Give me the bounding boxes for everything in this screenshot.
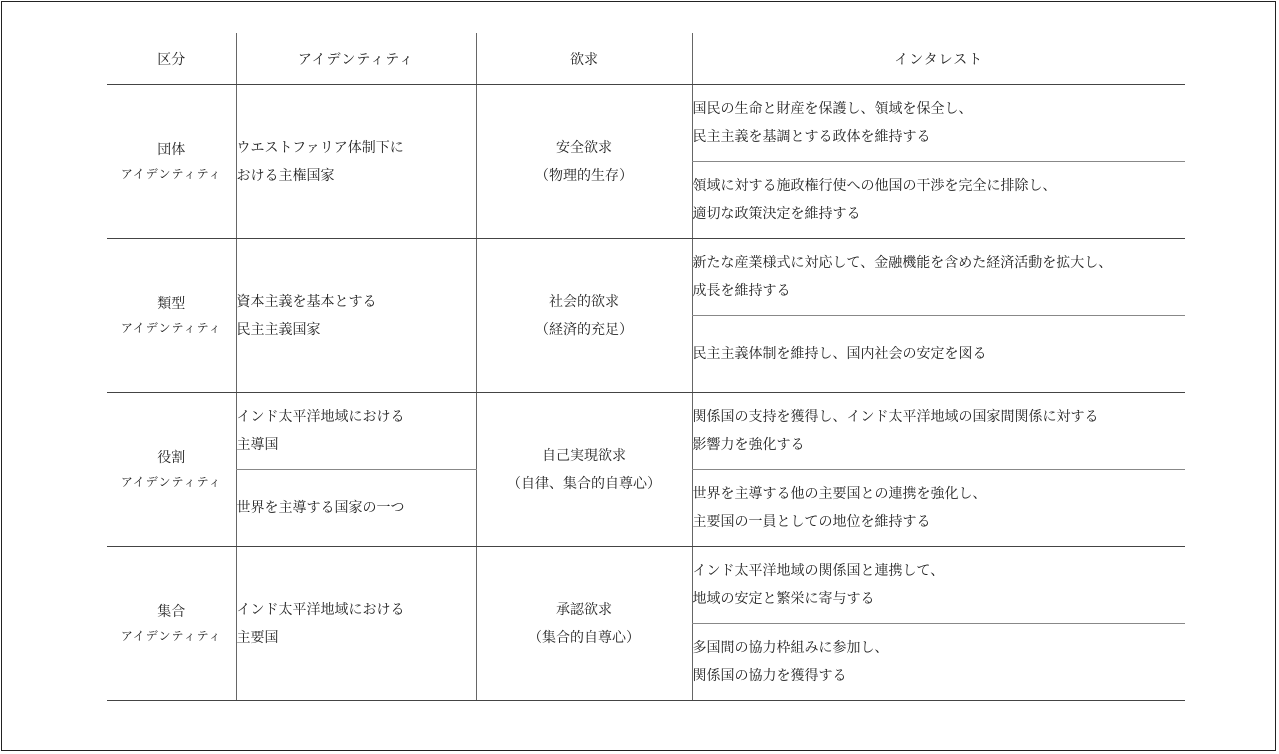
interest-cell bbox=[692, 316, 1185, 393]
need-cell bbox=[476, 239, 692, 393]
interest-line: 領域に対する施政権行使への他国の干渉を完全に排除し、 bbox=[692, 178, 1057, 194]
identity-cell bbox=[236, 547, 476, 701]
need-label: 社会的欲求 bbox=[549, 293, 619, 310]
interest-cell bbox=[692, 239, 1185, 316]
category-cell bbox=[107, 547, 236, 701]
header-category: 区分 bbox=[107, 33, 236, 85]
identity-line: 民主主義国家 bbox=[236, 321, 321, 338]
identity-line: 主導国 bbox=[236, 437, 279, 453]
identity-line: 世界を主導する国家の一つ bbox=[236, 500, 405, 516]
need-label: 承認欲求 bbox=[556, 601, 612, 618]
interest-line: 適切な政策決定を維持する bbox=[692, 206, 861, 222]
identity-cell bbox=[236, 470, 476, 547]
interest-line: 多国間の協力枠組みに参加し、 bbox=[692, 640, 889, 656]
category-cell bbox=[107, 239, 236, 393]
need-label: 自己実現欲求 bbox=[542, 447, 626, 464]
category-label: 団体 bbox=[157, 141, 186, 158]
category-sublabel: アイデンティティ bbox=[120, 628, 222, 643]
need-detail: （集合的自尊心） bbox=[528, 629, 640, 646]
category-sublabel: アイデンティティ bbox=[120, 320, 222, 335]
interest-line: 世界を主導する他の主要国との連携を強化し、 bbox=[692, 486, 987, 502]
interest-line: 影響力を強化する bbox=[692, 437, 805, 453]
table-row bbox=[107, 85, 1185, 162]
interest-line: 地域の安定と繁栄に寄与する bbox=[692, 591, 875, 607]
category-label: 役割 bbox=[157, 449, 186, 466]
interest-line: 主要国の一員としての地位を維持する bbox=[692, 514, 931, 530]
interest-cell bbox=[692, 624, 1185, 701]
interest-cell bbox=[692, 85, 1185, 162]
identity-cell bbox=[236, 85, 476, 239]
need-detail: （自律、集合的自尊心） bbox=[507, 475, 661, 492]
header-need: 欲求 bbox=[476, 33, 692, 85]
identity-line: 主要国 bbox=[236, 629, 279, 646]
need-cell bbox=[476, 547, 692, 701]
interest-cell bbox=[692, 393, 1185, 470]
interest-cell bbox=[692, 470, 1185, 547]
need-cell bbox=[476, 393, 692, 547]
need-detail: （物理的生存） bbox=[535, 167, 633, 184]
interest-cell bbox=[692, 547, 1185, 624]
header-row bbox=[107, 33, 1185, 85]
interest-line: インド太平洋地域の関係国と連携して、 bbox=[692, 563, 945, 579]
identity-line: ウエストファリア体制下に bbox=[236, 139, 404, 156]
interest-line: 関係国の支持を獲得し、インド太平洋地域の国家間関係に対する bbox=[692, 409, 1099, 425]
category-sublabel: アイデンティティ bbox=[120, 474, 222, 489]
interest-line: 関係国の協力を獲得する bbox=[692, 668, 847, 684]
need-label: 安全欲求 bbox=[556, 139, 612, 156]
interest-line: 成長を維持する bbox=[692, 283, 791, 299]
category-sublabel: アイデンティティ bbox=[120, 166, 222, 181]
header-interest: インタレスト bbox=[692, 33, 1185, 85]
identity-line: 資本主義を基本とする bbox=[236, 293, 377, 310]
category-label: 類型 bbox=[157, 295, 186, 312]
need-detail: （経済的充足） bbox=[535, 321, 633, 338]
identity-line: インド太平洋地域における bbox=[236, 409, 405, 425]
table-row bbox=[107, 239, 1185, 316]
category-cell bbox=[107, 393, 236, 547]
table-row bbox=[107, 393, 1185, 470]
table-row bbox=[107, 547, 1185, 624]
interest-line: 新たな産業様式に対応して、金融機能を含めた経済活動を拡大し、 bbox=[692, 255, 1113, 271]
category-cell bbox=[107, 85, 236, 239]
interest-line: 民主主義を基調とする政体を維持する bbox=[692, 129, 931, 145]
identity-line: おける主権国家 bbox=[236, 167, 335, 184]
identity-cell bbox=[236, 393, 476, 470]
need-cell bbox=[476, 85, 692, 239]
interest-line: 民主主義体制を維持し、国内社会の安定を図る bbox=[692, 346, 987, 362]
interest-cell bbox=[692, 162, 1185, 239]
header-identity: アイデンティティ bbox=[236, 33, 476, 85]
interest-line: 国民の生命と財産を保護し、領域を保全し、 bbox=[692, 101, 973, 117]
identity-interest-table bbox=[107, 33, 1185, 701]
identity-line: インド太平洋地域における bbox=[236, 601, 405, 618]
category-label: 集合 bbox=[157, 603, 186, 620]
identity-cell bbox=[236, 239, 476, 393]
